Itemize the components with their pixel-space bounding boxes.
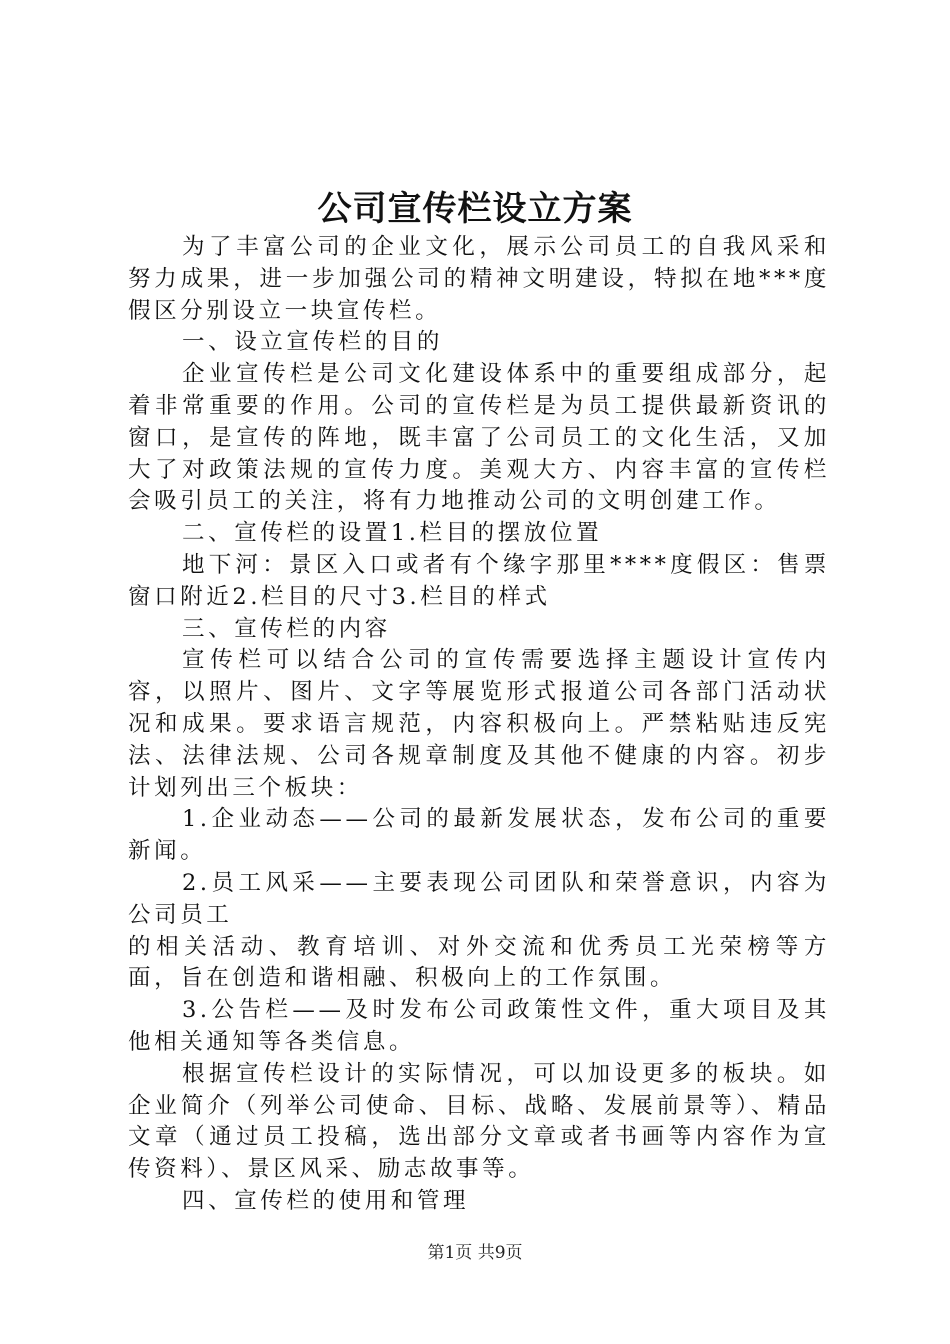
section-2-paragraph: 地下河：景区入口或者有个缘字那里****度假区：售票窗口附近2.栏目的尺寸3.栏目的样式	[128, 551, 830, 610]
list-item-2: 2.员工风采——主要表现公司团队和荣誉意识，内容为公司员工	[128, 869, 830, 928]
section-heading-2: 二、宣传栏的设置1.栏目的摆放位置	[182, 520, 603, 547]
list-item-2-continued: 的相关活动、教育培训、对外交流和优秀员工光荣榜等方面，旨在创造和谐相融、积极向上的工作氛围。	[128, 933, 830, 992]
section-1-paragraph: 企业宣传栏是公司文化建设体系中的重要组成部分，起着非常重要的作用。公司的宣传栏是为员工提供最新资讯的窗口，是宣传的阵地，既丰富了公司员工的文化生活，又加大了对政策法规的宣传力度。美观大方、内容丰富的宣传栏会吸引员工的关注，将有力地推动公司的文明创建工作。	[128, 361, 830, 515]
list-item-3: 3.公告栏——及时发布公司政策性文件，重大项目及其他相关通知等各类信息。	[128, 997, 830, 1055]
section-heading-3: 三、宣传栏的内容	[182, 615, 391, 642]
section-3-extra-paragraph: 根据宣传栏设计的实际情况，可以加设更多的板块。如企业简介（列举公司使命、目标、战略、发展前景等）、精品文章（通过员工投稿，选出部分文章或者书画等内容作为宣传资料）、景区风采、励志故事等。	[128, 1060, 830, 1183]
intro-paragraph: 为了丰富公司的企业文化，展示公司员工的自我风采和努力成果，进一步加强公司的精神文明建设，特拟在地***度假区分别设立一块宣传栏。	[128, 234, 830, 324]
section-heading-1: 一、设立宣传栏的目的	[182, 329, 444, 356]
page-footer: 第1页 共9页	[427, 1243, 523, 1263]
section-3-paragraph: 宣传栏可以结合公司的宣传需要选择主题设计宣传内容，以照片、图片、文字等展览形式报道公司各部门活动状况和成果。要求语言规范，内容积极向上。严禁粘贴违反宪法、法律法规、公司各规章制度及其他不健康的内容。初步计划列出三个板块：	[128, 647, 830, 801]
document-body	[128, 232, 830, 1218]
list-item-1: 1.企业动态——公司的最新发展状态，发布公司的重要新闻。	[128, 806, 830, 865]
document-title: 公司宣传栏设立方案	[317, 189, 633, 229]
section-heading-4: 四、宣传栏的使用和管理	[182, 1187, 470, 1214]
